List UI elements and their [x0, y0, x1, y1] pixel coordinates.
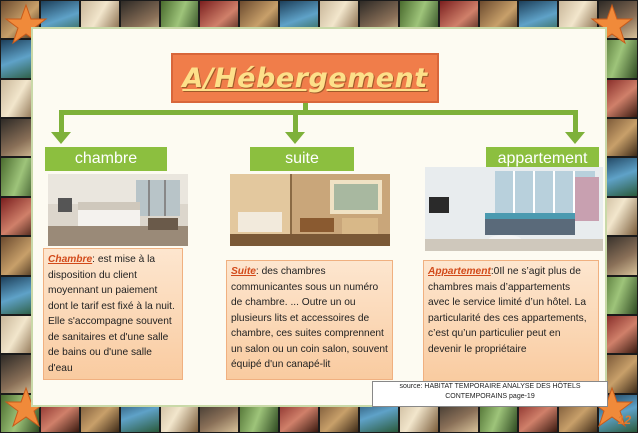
connector-right [573, 114, 578, 132]
label-text: suite [285, 150, 319, 167]
label-chambre [45, 147, 167, 171]
keyword-chambre: Chambre [48, 254, 93, 265]
connector-middle [293, 114, 298, 132]
slide-card [31, 27, 607, 407]
label-text: chambre [74, 150, 138, 167]
connector-bar [59, 110, 578, 115]
chambre-description [43, 248, 183, 380]
connector-left [59, 114, 64, 132]
suite-photo [230, 174, 390, 246]
arrow-down-icon [565, 132, 585, 144]
label-text: appartement [497, 150, 588, 167]
page-number: 12 [617, 413, 631, 427]
arrow-down-icon [285, 132, 305, 144]
appartement-description [423, 260, 599, 382]
description-text: : est mise à la disposition du client moyennant un paiement dont le tarif est fixé à la nuit. Elle s'accompagne souvent de sanitaires et d'une salle de bains ou d'une salle d'eau [48, 254, 175, 374]
label-suite [250, 147, 354, 171]
description-text: : des chambres communicantes sous un numéro de chambre. ... Outre un ou plusieurs lits et accessoires de chambre, ces suites comprennent un salon ou un coin salon, souvent équipé d'un canapé-lit [231, 266, 388, 370]
title-box [171, 53, 439, 103]
arrow-down-icon [51, 132, 71, 144]
suite-description [226, 260, 393, 380]
description-text: :0Il ne s’agit plus de chambres mais d’appartements avec le service limité d’un hôtel. La particularité des ces appartements, c’est qu’un particulier peut en devenir le propriétaire [428, 266, 587, 355]
source-caption: source: HABITAT TEMPORAIRE ANALYSE DES HÔTELS CONTEMPORAINS page-19 [372, 381, 608, 407]
chambre-photo [48, 174, 188, 246]
keyword-appartement: Appartement [428, 266, 491, 277]
keyword-suite: Suite [231, 266, 256, 277]
slide-title: A/Hébergement [182, 62, 428, 94]
appartement-photo [425, 167, 603, 251]
